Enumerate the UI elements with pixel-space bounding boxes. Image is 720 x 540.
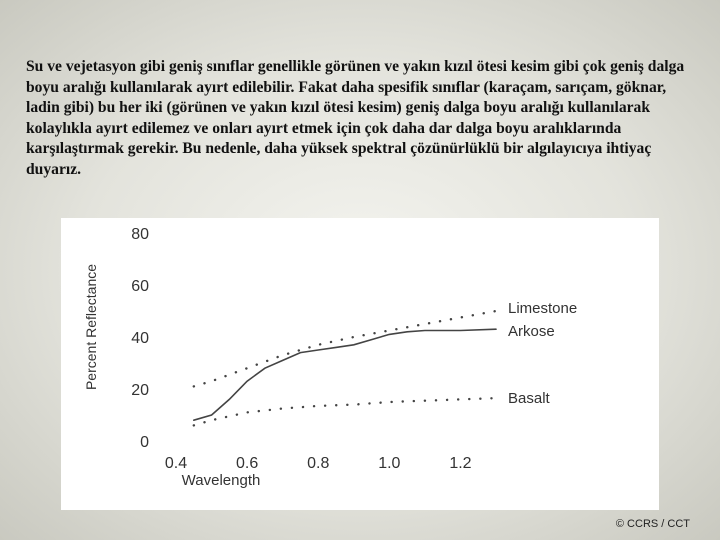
y-tick-label: 80 — [131, 226, 149, 243]
x-axis-label: Wavelength — [181, 472, 261, 489]
series-label-basalt: Basalt — [508, 390, 550, 408]
series-line-basalt — [194, 398, 496, 425]
x-tick-label: 1.0 — [378, 455, 401, 472]
series-line-arkose — [194, 329, 496, 420]
x-tick-label: 1.2 — [449, 455, 472, 472]
series-label-limestone: Limestone — [508, 300, 578, 317]
series-line-limestone — [194, 311, 496, 386]
x-tick-label: 0.6 — [235, 455, 259, 472]
description-paragraph: Su ve vejetasyon gibi geniş sınıflar genellikle görünen ve yakın kızıl ötesi kesim gibi çok geniş dalga boyu aralığı kullanılarak ayırt edilebilir. Fakat daha spesifik sınıflar (karaçam, sarıçam, göknar, ladin gibi) bu her iki (görünen ve yakın kızıl ötesi kesim) geniş dalga boyu aralığı kullanılarak kolaylıkla ayırt edilemez ve onları ayırt etmek için çok daha dar dalga boyu aralıklarında karşılaştırmak gerekir. Bu nedenle, daha yüksek spektral çözünürlüklü bir algılayıcıya ihtiyaç duyarız. — [26, 58, 685, 178]
reflectance-chart — [61, 218, 659, 510]
y-tick-label: 0 — [140, 434, 149, 451]
credit-text: © CCRS / CCT — [615, 518, 690, 530]
chart-svg — [61, 218, 659, 510]
x-tick-label: 0.8 — [307, 455, 330, 472]
series-label-arkose: Arkose — [508, 323, 555, 341]
x-tick-label: 0.4 — [164, 455, 188, 472]
y-tick-label: 40 — [131, 330, 149, 347]
y-tick-label: 60 — [131, 278, 149, 295]
y-axis-label: Percent Reflectance — [83, 263, 99, 391]
y-tick-label: 20 — [131, 382, 149, 399]
